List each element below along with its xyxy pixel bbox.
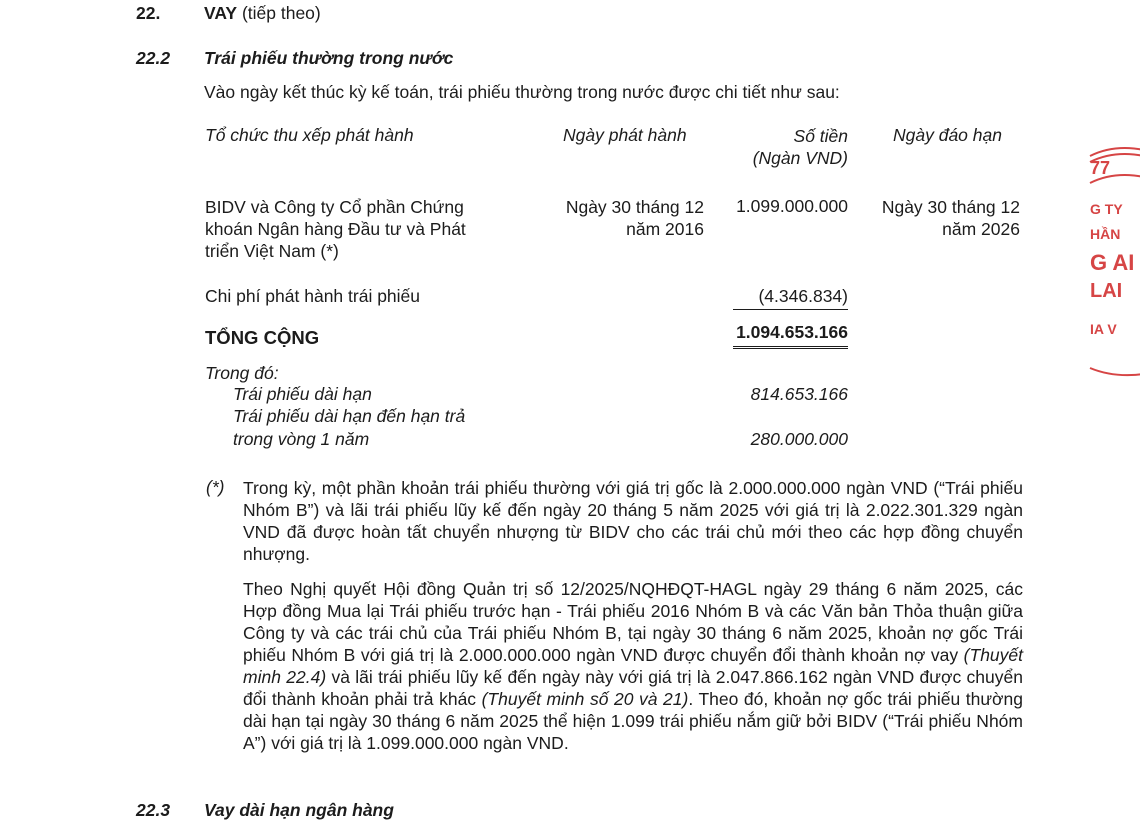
bond-row-amount: 1.099.000.000 (736, 196, 848, 216)
header-arranger: Tổ chức thu xếp phát hành (205, 125, 414, 145)
breakdown-long-term-label: Trái phiếu dài hạn (233, 384, 372, 404)
note-para2-text: và lãi trái phiếu lũy kế đến ngày này với giá trị là 2.047.866.162 ngàn VND được chuyển đổi thành khoản phải trả khác (243, 667, 1023, 709)
header-maturity: Ngày đáo hạn (893, 125, 1002, 145)
cost-row-amount: (4.346.834) (733, 286, 848, 310)
seal-text: IA V (1090, 321, 1117, 337)
total-row-label: TỔNG CỘNG (205, 327, 320, 348)
header-issue-date: Ngày phát hành (563, 125, 687, 145)
total-row-amount: 1.094.653.166 (733, 322, 848, 349)
bond-row-arranger (205, 196, 466, 262)
note-marker: (*) (206, 477, 225, 497)
bond-row-maturity (850, 196, 1020, 240)
seal-text: 77 (1090, 158, 1111, 178)
bond-arranger-line: khoán Ngân hàng Đầu tư và Phát (205, 219, 466, 239)
seal-text: HẦN (1090, 226, 1121, 242)
breakdown-long-term-amount: 814.653.166 (750, 384, 848, 404)
section-title-main: VAY (204, 3, 238, 23)
section-number: 22. (136, 3, 161, 23)
bond-maturity-line: Ngày 30 tháng 12 (881, 197, 1020, 217)
subsection-intro: Vào ngày kết thúc kỳ kế toán, trái phiếu thường trong nước được chi tiết như sau: (204, 82, 840, 102)
header-amount (720, 125, 848, 169)
seal-text: G TY (1090, 201, 1123, 217)
header-amount-line2: (Ngàn VND) (752, 148, 848, 168)
note-para2-ref2: (Thuyết minh số 20 và 21) (481, 689, 689, 709)
subsection-title: Trái phiếu thường trong nước (204, 48, 454, 68)
seal-text: LAI (1090, 280, 1123, 302)
section-title-suffix: (tiếp theo) (237, 3, 321, 23)
cost-row-label: Chi phí phát hành trái phiếu (205, 286, 421, 306)
bond-arranger-line: BIDV và Công ty Cổ phần Chứng (205, 197, 464, 217)
breakdown-current-label-line2: trong vòng 1 năm (233, 429, 370, 449)
company-seal-stamp (1084, 138, 1140, 378)
note-para2-text: Theo Nghị quyết Hội đồng Quản trị số 12/2025/NQHĐQT-HAGL ngày 29 tháng 6 năm 2025, các Hợp đồng Mua lại Trái phiếu trước hạn - Trái phiếu 2016 Nhóm B và các Văn bản Thỏa thuận giữa Công ty và các trái chủ của Trái phiếu Nhóm B, tại ngày 30 tháng 6 năm 2025, khoản nợ gốc Trái phiếu Nhóm B với giá trị là 2.000.000.000 ngàn VND được chuyển đổi thành khoản nợ vay (243, 579, 1023, 665)
bond-issue-date-line: Ngày 30 tháng 12 (565, 197, 704, 217)
breakdown-current-amount: 280.000.000 (750, 429, 848, 449)
bond-maturity-line: năm 2026 (942, 219, 1020, 239)
note-para2-text: . Theo đó, khoản nợ gốc trái phiếu thường dài hạn tại ngày 30 tháng 6 năm 2025 thể hiện 1.099 trái phiếu nắm giữ bởi BIDV (“Trái phiếu Nhóm A”) với giá trị là 1.099.000.000 ngàn VND. (243, 689, 1023, 753)
bond-row-issue-date (530, 196, 704, 240)
subsection-number: 22.2 (136, 48, 171, 68)
next-subsection-title: Vay dài hạn ngân hàng (204, 800, 394, 820)
note-para2-ref1: (Thuyết minh 22.4) (243, 645, 1023, 687)
breakdown-current-label-line1: Trái phiếu dài hạn đến hạn trả (233, 406, 466, 426)
breakdown-heading: Trong đó: (205, 363, 279, 383)
note-paragraph-2 (243, 578, 1023, 754)
bond-issue-date-line: năm 2016 (626, 219, 704, 239)
bond-arranger-line: triển Việt Nam (*) (205, 241, 339, 261)
section-title (204, 3, 321, 24)
seal-text: G AI (1090, 250, 1135, 275)
next-subsection-number: 22.3 (136, 800, 171, 820)
header-amount-line1: Số tiền (793, 126, 848, 146)
note-paragraph-1: Trong kỳ, một phần khoản trái phiếu thường với giá trị gốc là 2.000.000.000 ngàn VND (“Trái phiếu Nhóm B”) và lãi trái phiếu lũy kế đến ngày 20 tháng 5 năm 2025 với giá trị là 2.022.301.329 ngàn VND đã được hoàn tất chuyển nhượng từ BIDV cho các trái chủ mới theo các hợp đồng chuyển nhượng. (243, 478, 1023, 564)
